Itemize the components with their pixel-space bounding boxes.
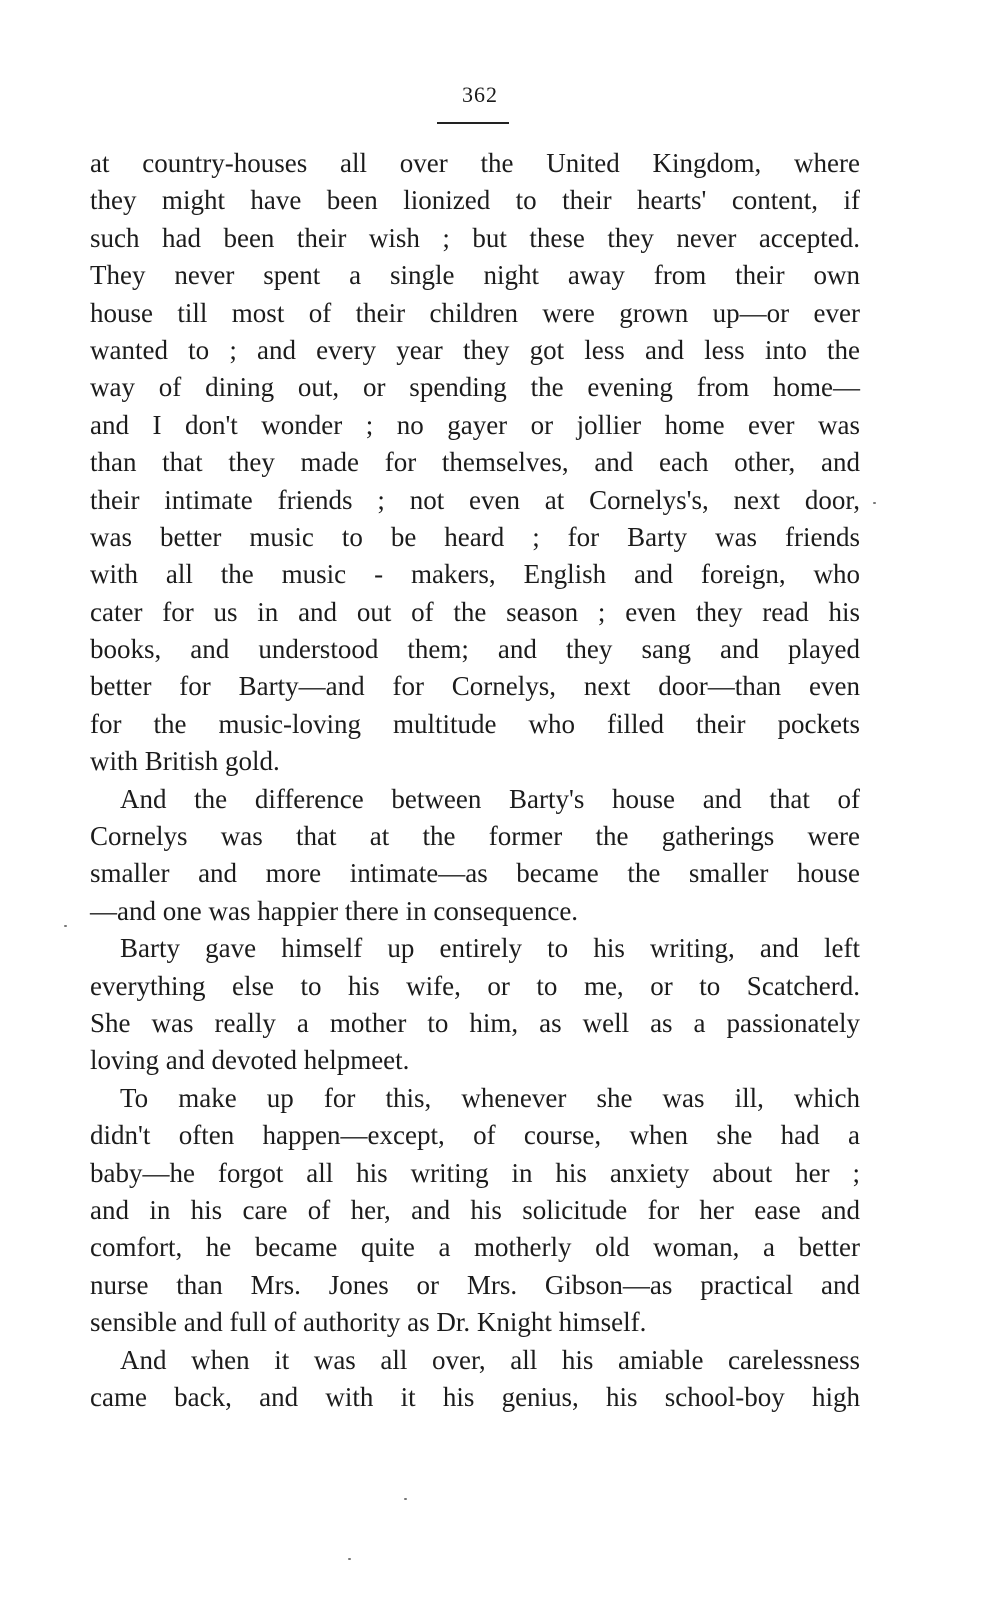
text-line: everything else to his wife, or to me, or to Scatcherd.: [90, 970, 860, 1001]
text-line: And when it was all over, all his amiable carelessness: [120, 1344, 860, 1375]
text-line: To make up for this, whenever she was ill, which: [120, 1082, 860, 1113]
text-line: cater for us in and out of the season ; even they read his: [90, 596, 860, 627]
paragraph-3: [90, 930, 860, 1080]
text-line: than that they made for themselves, and each other, and: [90, 447, 860, 478]
text-line: —and one was happier there in consequence.: [90, 895, 579, 926]
paragraph-4: [90, 1080, 860, 1342]
paragraph-5: [90, 1342, 860, 1417]
text-line: She was really a mother to him, as well as a passionately: [90, 1007, 860, 1038]
text-line: their intimate friends ; not even at Cornelys's, next door,: [90, 484, 860, 515]
scan-speck: [873, 502, 876, 504]
text-line: and in his care of her, and his solicitude for her ease and: [90, 1194, 860, 1225]
text-line: way of dining out, or spending the evening from home—: [90, 372, 860, 403]
text-line: Cornelys was that at the former the gatherings were: [90, 821, 860, 852]
text-line: for the music-loving multitude who filled their pockets: [90, 708, 860, 739]
text-line: sensible and full of authority as Dr. Knight himself.: [90, 1307, 647, 1338]
text-line: Barty gave himself up entirely to his writing, and left: [120, 933, 860, 964]
scan-speck: [404, 1498, 407, 1500]
text-line: wanted to ; and every year they got less and less into the: [90, 334, 860, 365]
page-number: 362: [462, 82, 498, 107]
text-line: didn't often happen—except, of course, when she had a: [90, 1120, 860, 1151]
body-text: [90, 145, 860, 1416]
text-line: baby—he forgot all his writing in his anxiety about her ;: [90, 1157, 860, 1188]
text-line: nurse than Mrs. Jones or Mrs. Gibson—as practical and: [90, 1269, 860, 1300]
scan-speck: [348, 1558, 351, 1560]
paragraph-1: [90, 145, 860, 781]
text-line: and I don't wonder ; no gayer or jollier home ever was: [90, 409, 860, 440]
text-line: books, and understood them; and they sang and played: [90, 634, 860, 665]
text-line: with British gold.: [90, 746, 280, 777]
text-line: house till most of their children were grown up—or ever: [90, 297, 860, 328]
text-line: And the difference between Barty's house and that of: [120, 783, 860, 814]
text-line: was better music to be heard ; for Barty was friends: [90, 521, 860, 552]
text-line: such had been their wish ; but these they never accepted.: [90, 222, 860, 253]
header-rule: [437, 122, 509, 124]
text-line: loving and devoted helpmeet.: [90, 1045, 410, 1076]
text-line: with all the music - makers, English and foreign, who: [90, 559, 860, 590]
text-line: They never spent a single night away from their own: [90, 260, 860, 291]
text-line: came back, and with it his genius, his school-boy high: [90, 1381, 860, 1412]
paragraph-2: [90, 781, 860, 931]
text-line: comfort, he became quite a motherly old woman, a better: [90, 1232, 860, 1263]
text-line: at country-houses all over the United Kingdom, where: [90, 148, 860, 178]
text-line: smaller and more intimate—as became the smaller house: [90, 858, 860, 889]
text-line: better for Barty—and for Cornelys, next door—than even: [90, 671, 860, 702]
text-line: they might have been lionized to their hearts' content, if: [90, 185, 860, 216]
scan-speck: [64, 925, 67, 927]
